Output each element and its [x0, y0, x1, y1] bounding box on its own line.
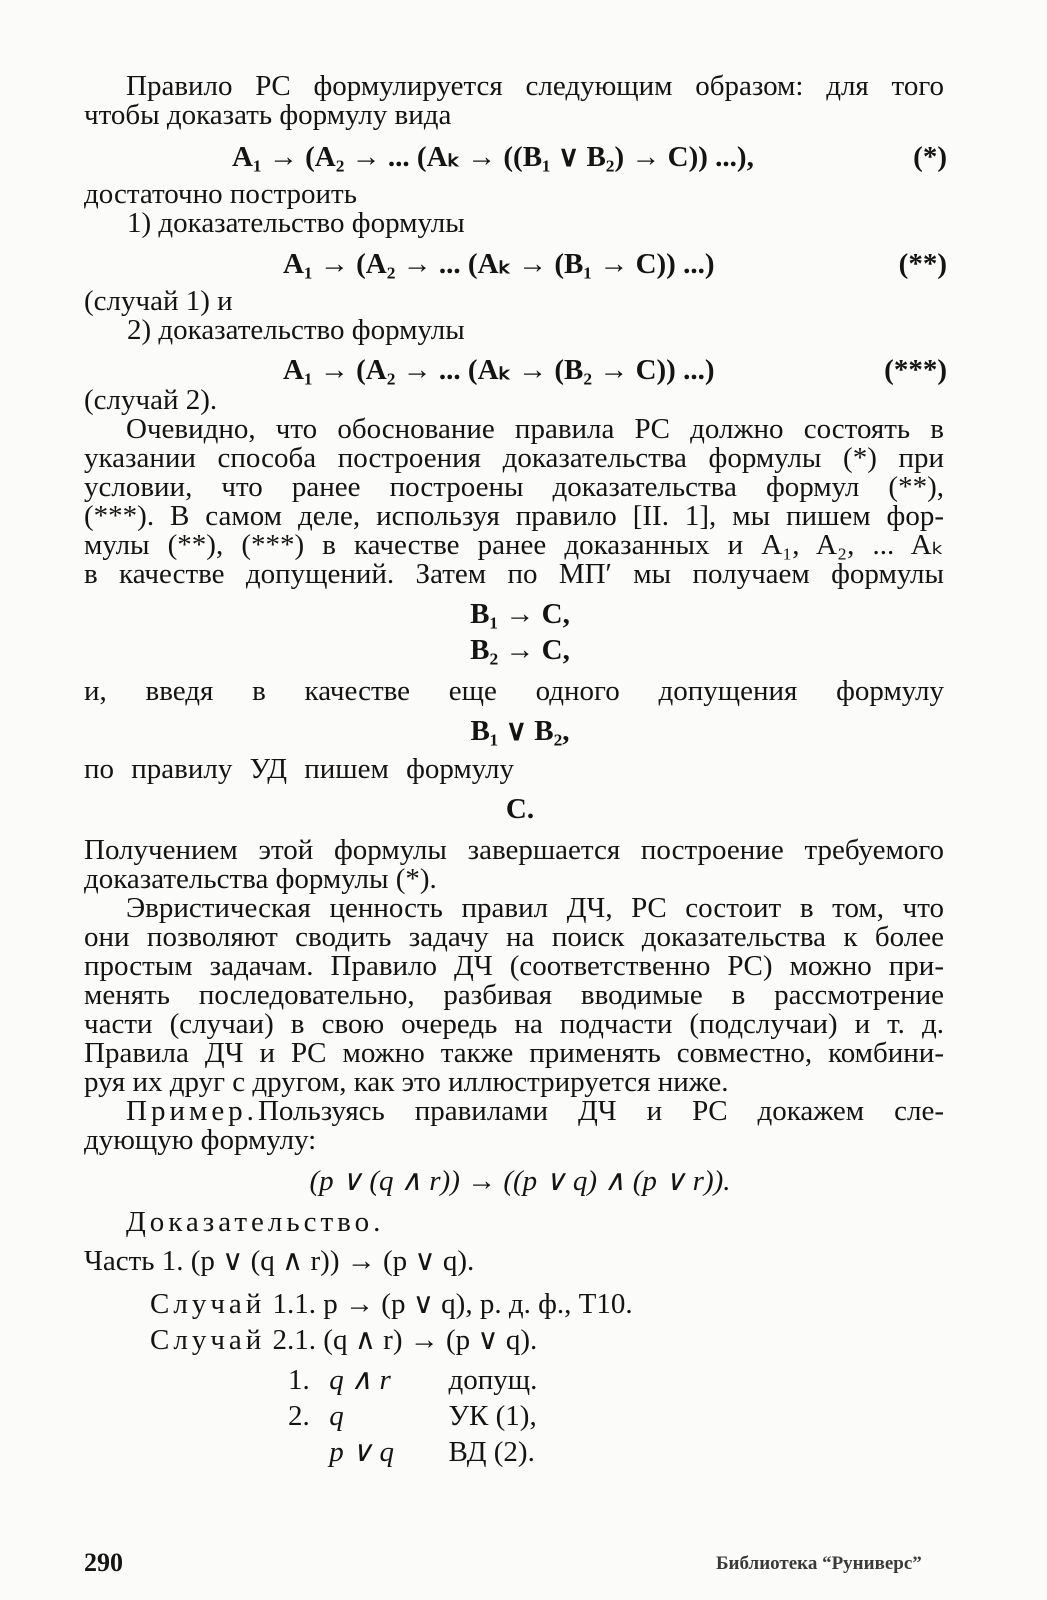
text-line: достаточно построить: [84, 178, 357, 210]
text-line: Очевидно, что обоснование правила PC должно состоять в: [126, 413, 944, 445]
formula-b1-c: B₁ → C,: [470, 598, 570, 630]
text-line: части (случаи) в свою очередь на подчасти (подслучаи) и т. д.: [84, 1008, 944, 1040]
text-line: мулы (**), (***) в качестве ранее доказанных и A₁, A₂, ... Aₖ: [84, 529, 944, 561]
step-justification: допущ.: [448, 1364, 538, 1396]
text-line: дующую формулу:: [84, 1124, 317, 1156]
text-line: простым задачам. Правило ДЧ (соответственно PC) можно при-: [84, 950, 944, 982]
text-line: 2) доказательство формулы: [127, 314, 465, 346]
formula-star: A₁ → (A₂ → ... (Aₖ → ((B₁ ∨ B₂) → C)) ...),: [232, 141, 754, 173]
case-body: 2.1. (q ∧ r) → (p ∨ q).: [265, 1324, 538, 1356]
text-line: Правила ДЧ и PC можно также применять совместно, комбини-: [84, 1037, 944, 1069]
step-number: 2.: [288, 1400, 310, 1432]
step-justification: УК (1),: [448, 1400, 537, 1432]
text-line: руя их друг с другом, как это иллюстрируется ниже.: [84, 1066, 729, 1098]
step-expression: p ∨ q: [329, 1436, 394, 1468]
step-number: 1.: [288, 1364, 310, 1396]
formula-tag: (**): [898, 248, 947, 280]
proof-heading: Доказательство.: [126, 1206, 385, 1238]
text-line: Эвристическая ценность правил ДЧ, PC состоит в том, что: [126, 892, 944, 924]
case-1-1: [150, 1290, 633, 1319]
text-line: Пользуясь правилами ДЧ и PC докажем сле-: [257, 1095, 944, 1127]
text-line: Получением этой формулы завершается построение требуемого: [84, 834, 944, 866]
text-line: в качестве допущений. Затем по МП′ мы получаем формулы: [84, 558, 944, 590]
text-line: чтобы доказать формулу вида: [84, 99, 452, 131]
step-expression: q ∧ r: [329, 1364, 391, 1396]
formula-c: C.: [505, 793, 535, 825]
formula-b2-c: B₂ → C,: [470, 634, 570, 666]
case-body: 1.1. p → (p ∨ q), р. д. ф., T10.: [265, 1288, 633, 1320]
proof-step: [288, 1402, 537, 1438]
case-2-1: [150, 1326, 537, 1355]
library-footer: Библиотека “Руниверс”: [716, 1553, 922, 1574]
proof-step: [288, 1438, 537, 1474]
formula-example: (p ∨ (q ∧ r)) → ((p ∨ q) ∧ (p ∨ r)).: [309, 1165, 731, 1197]
example-line: [126, 1097, 944, 1126]
step-expression: q: [329, 1400, 344, 1432]
text-line: 1) доказательство формулы: [127, 207, 465, 239]
formula-triple-star: A₁ → (A₂ → ... (Aₖ → (B₂ → C)) ...): [283, 354, 715, 386]
case-label: Случай: [150, 1288, 266, 1320]
text-line: (случай 1) и: [84, 285, 233, 317]
proof-step: [288, 1366, 537, 1402]
text-line: и, введя в качестве еще одного допущения формулу: [84, 675, 944, 707]
proof-steps: [288, 1366, 537, 1474]
step-justification: ВД (2).: [448, 1436, 535, 1468]
part-1: Часть 1. (p ∨ (q ∧ r)) → (p ∨ q).: [84, 1245, 475, 1277]
example-heading: Пример.: [126, 1095, 258, 1127]
text-line: (случай 2).: [84, 384, 218, 416]
text-line: указании способа построения доказательства формулы (*) при: [84, 442, 944, 474]
formula-tag: (*): [913, 141, 947, 173]
text-line: по правилу УД пишем формулу: [84, 753, 514, 785]
text-line: они позволяют сводить задачу на поиск доказательства к более: [84, 921, 944, 953]
formula-b1-or-b2: B₁ ∨ B₂,: [470, 715, 570, 747]
text-line: (***). В самом деле, используя правило [II. 1], мы пишем фор-: [84, 500, 944, 532]
text-line: доказательства формулы (*).: [84, 863, 437, 895]
text-line: Правило PC формулируется следующим образом: для того: [126, 70, 944, 102]
text-line: менять последовательно, разбивая вводимые в рассмотрение: [84, 979, 944, 1011]
page-number: 290: [84, 1548, 123, 1577]
formula-double-star: A₁ → (A₂ → ... (Aₖ → (B₁ → C)) ...): [283, 248, 715, 280]
formula-tag: (***): [884, 354, 947, 386]
text-line: условии, что ранее построены доказательства формул (**),: [84, 471, 944, 503]
case-label: Случай: [150, 1324, 266, 1356]
